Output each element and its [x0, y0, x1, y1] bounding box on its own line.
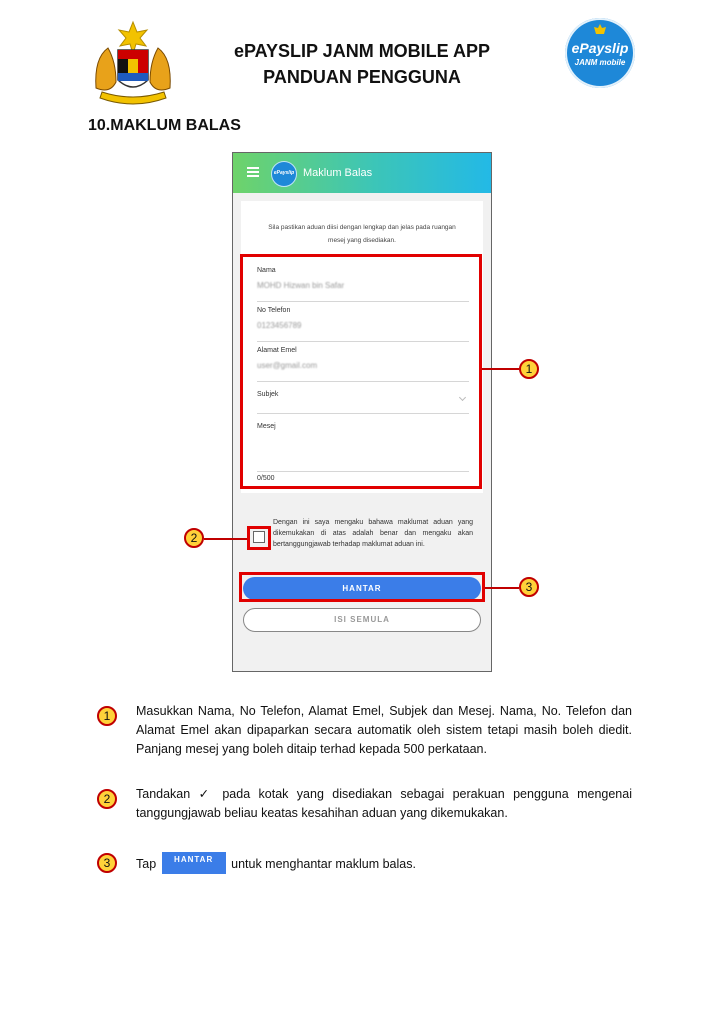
callout-badge-2: 2 [184, 528, 204, 548]
document-title [180, 38, 544, 90]
phone-value: 0123456789 [257, 321, 302, 330]
logo-text-main: ePayslip [571, 40, 629, 56]
form-notice: Sila pastikan aduan diisi dengan lengkap dan jelas pada ruangan mesej yang disediakan. [268, 224, 456, 244]
section-heading: 10.MAKLUM BALAS [88, 117, 241, 134]
app-logo-text: ePayslip [273, 170, 295, 176]
email-value: user@gmail.com [257, 361, 318, 370]
title-line-2: PANDUAN PENGGUNA [263, 67, 461, 87]
name-value: MOHD Hizwan bin Safar [257, 281, 345, 290]
message-label: Mesej [257, 423, 276, 430]
step-1-text: Masukkan Nama, No Telefon, Alamat Emel, Subjek dan Mesej. Nama, No. Telefon dan Alamat Emel akan dipaparkan secara automatik oleh sistem tetapi masih boleh diedit. Panjang mesej yang boleh ditaip terhad kepada 500 perkataan. [136, 704, 632, 756]
callout-badge-1: 1 [519, 359, 539, 379]
callout-line-2 [204, 538, 247, 540]
step-3-text [136, 852, 632, 875]
step-2-text: Tandakan ✓ pada kotak yang disediakan sebagai perakuan pengguna mengenai tanggungjawab beliau keatas kesahihan aduan yang dikemukakan. [136, 787, 632, 820]
submit-button[interactable]: HANTAR [243, 577, 481, 600]
logo-text-sub: JANM mobile [574, 58, 626, 67]
app-logo-icon [271, 161, 297, 187]
callout-line-3 [485, 587, 519, 589]
step-3-prefix: Tap [136, 857, 157, 871]
character-counter: 0/500 [257, 475, 275, 482]
callout-badge-3: 3 [519, 577, 539, 597]
step-badge-3: 3 [97, 853, 117, 873]
app-title: Maklum Balas [303, 167, 373, 179]
consent-text: Dengan ini saya mengaku bahawa maklumat aduan yang dikemukakan di atas adalah benar dan mengaku akan bertanggungjawab terhadap maklumat aduan ini. [273, 519, 473, 548]
highlight-form-fields [240, 254, 482, 489]
highlight-submit-button [239, 572, 485, 602]
epayslip-logo [565, 18, 635, 88]
callout-line-1 [482, 368, 519, 370]
name-label: Nama [257, 267, 276, 274]
step-badge-1: 1 [97, 706, 117, 726]
step-3-button-sample: HANTAR [162, 852, 226, 874]
subject-label: Subjek [257, 391, 279, 398]
malaysia-coat-of-arms-icon [86, 18, 180, 112]
email-label: Alamat Emel [257, 347, 297, 354]
reset-button[interactable]: ISI SEMULA [243, 608, 481, 632]
crest-icon [594, 24, 606, 34]
step-3-suffix: untuk menghantar maklum balas. [231, 857, 416, 871]
app-bar [233, 153, 491, 193]
phone-label: No Telefon [257, 307, 291, 314]
title-line-1: ePAYSLIP JANM MOBILE APP [233, 41, 491, 61]
highlight-checkbox [247, 526, 271, 550]
step-badge-2: 2 [97, 789, 117, 809]
menu-icon[interactable] [247, 167, 259, 169]
